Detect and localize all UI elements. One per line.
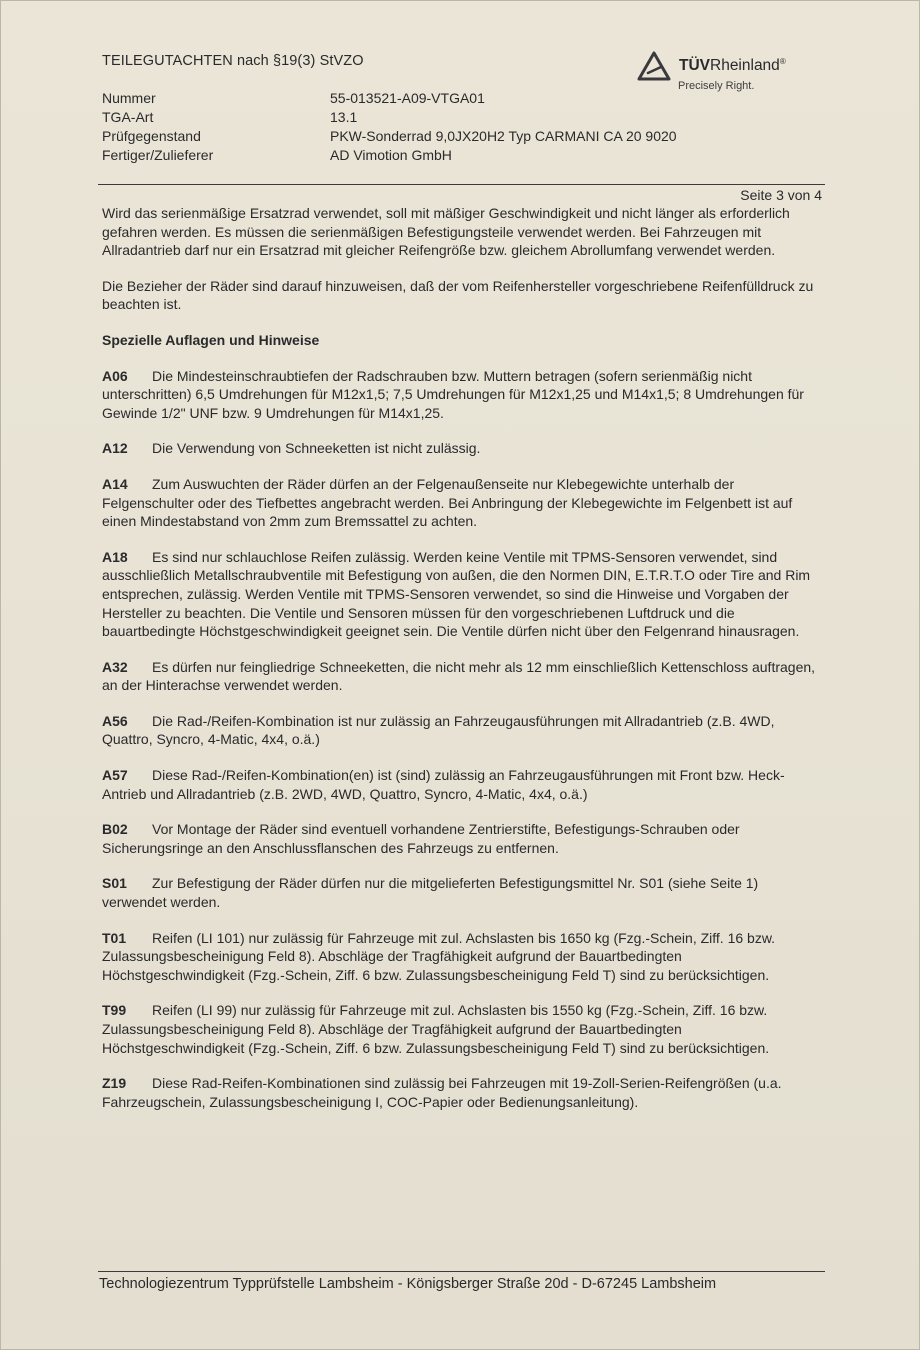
note-code: T01: [102, 929, 127, 946]
note-paragraph: [102, 874, 826, 911]
meta-value: 13.1: [330, 109, 358, 125]
logo-tagline: Precisely Right.: [678, 80, 755, 92]
logo-registered-mark: ®: [779, 57, 786, 66]
note-code: A57: [102, 767, 128, 784]
document-title: TEILEGUTACHTEN nach §19(3) StVZO: [102, 53, 364, 69]
note-code: Z19: [102, 1075, 127, 1092]
document-body: [102, 204, 826, 1128]
meta-label: TGA-Art: [102, 109, 154, 125]
note-code: A56: [102, 712, 128, 729]
meta-row: [102, 127, 677, 146]
note-text: Diese Rad-/Reifen-Kombination(en) ist (sind) zulässig an Fahrzeugausführungen mit Front bzw. Heck-Antrieb und Allradantrieb (z.B. 2WD, 4WD, Quattro, Syncro, 4-Matic, 4x4, o.ä.): [102, 767, 785, 802]
note-text: Es sind nur schlauchlose Reifen zulässig. Werden keine Ventile mit TPMS-Sensoren verwendet, sind ausschließlich Metallschraubventile mit Befestigung von außen, die den Normen DIN, E.T.R.T.O oder Tire and Rim entsprechen, zulässig. Werden Ventile mit TPMS-Sensoren verwendet, so sind die Hinweise und Vorgaben der Hersteller zu beachten. Die Ventile und Sensoren müssen für den vorgeschriebenen Luftdruck und die bauartbedingte Höchstgeschwindigkeit geeignet sein. Die Ventile dürfen nicht über den Felgenrand hinausragen.: [102, 548, 811, 640]
note-paragraph: [102, 1074, 826, 1111]
note-code: B02: [102, 821, 128, 838]
note-code: T99: [102, 1002, 127, 1019]
note-paragraph: [102, 712, 826, 749]
note-text: Vor Montage der Räder sind eventuell vorhandene Zentrierstifte, Befestigungs-Schrauben oder Sicherungsringe an den Anschlussflanschen des Fahrzeugs zu entfernen.: [102, 821, 740, 856]
note-code: A18: [102, 548, 128, 565]
note-paragraph: [102, 439, 826, 458]
footer-divider: [98, 1271, 825, 1272]
note-code: A12: [102, 440, 128, 457]
meta-label: Prüfgegenstand: [102, 128, 201, 144]
meta-value: PKW-Sonderrad 9,0JX20H2 Typ CARMANI CA 20 9020: [330, 128, 677, 144]
note-code: A32: [102, 658, 128, 675]
note-text: Die Verwendung von Schneeketten ist nicht zulässig.: [152, 440, 481, 457]
note-text: Zur Befestigung der Räder dürfen nur die mitgelieferten Befestigungsmittel Nr. S01 (siehe Seite 1) verwendet werden.: [102, 875, 759, 911]
note-paragraph: [102, 1001, 826, 1057]
note-paragraph: [102, 475, 826, 531]
meta-value: AD Vimotion GmbH: [330, 147, 452, 163]
meta-label: Fertiger/Zulieferer: [102, 147, 214, 163]
note-paragraph: [102, 367, 826, 423]
note-paragraph: [102, 929, 826, 985]
note-paragraph: [102, 548, 826, 641]
note-code: A06: [102, 367, 128, 384]
intro-paragraph: Wird das serienmäßige Ersatzrad verwendet, soll mit mäßiger Geschwindigkeit und nicht länger als erforderlich gefahren werden. Es müssen die serienmäßigen Befestigungsteile verwendet werden. Bei Fahrzeugen mit Allradantrieb darf nur ein Ersatzrad mit gleicher Reifengröße bzw. gleichem Abrollumfang verwendet werden.: [102, 205, 790, 259]
meta-row: [102, 108, 677, 127]
note-code: A14: [102, 475, 128, 492]
note-paragraph: [102, 820, 826, 857]
note-text: Reifen (LI 99) nur zulässig für Fahrzeuge mit zul. Achslasten bis 1550 kg (Fzg.-Schein, Ziff. 16 bzw. Zulassungsbescheinigung Feld 8). Abschläge der Tragfähigkeit aufgrund der Bauartbedingten Höchstgeschwindigkeit (Fzg.-Schein, Ziff. 6 bzw. Zulassungsbescheinigung Feld T) sind zu berücksichtigen.: [102, 1002, 770, 1056]
note-text: Die Mindesteinschraubtiefen der Radschrauben bzw. Muttern betragen (sofern serienmäßig nicht unterschritten) 6,5 Umdrehungen für M12x1,5; 7,5 Umdrehungen für M12x1,25 und M14x1,5; 8 Umdrehungen für Gewinde 1/2" UNF bzw. 9 Umdrehungen für M14x1,25.: [102, 367, 804, 421]
note-text: Es dürfen nur feingliedrige Schneeketten, die nicht mehr als 12 mm einschließlich Kettenschloss auftragen, an der Hinterachse verwendet werden.: [102, 658, 816, 694]
note-text: Die Rad-/Reifen-Kombination ist nur zulässig an Fahrzeugausführungen mit Allradantrieb (z.B. 4WD, Quattro, Syncro, 4-Matic, 4x4, o.ä.): [102, 712, 775, 748]
logo-brand-rest: Rheinland: [710, 57, 780, 75]
note-paragraph: [102, 766, 826, 803]
header-divider: [98, 184, 825, 185]
section-heading: Spezielle Auflagen und Hinweise: [102, 331, 320, 348]
footer-address: Technologiezentrum Typprüfstelle Lambsheim - Königsberger Straße 20d - D-67245 Lambsheim: [99, 1276, 717, 1292]
meta-row: [102, 146, 677, 165]
intro-paragraph: Die Bezieher der Räder sind darauf hinzuweisen, daß der vom Reifenhersteller vorgeschriebene Reifenfülldruck zu beachten ist.: [102, 277, 814, 313]
note-code: S01: [102, 875, 127, 892]
note-text: Diese Rad-Reifen-Kombinationen sind zulässig bei Fahrzeugen mit 19-Zoll-Serien-Reifengrößen (u.a. Fahrzeugschein, Zulassungsbescheinigung I, COC-Papier oder Bedienungsanleitung).: [102, 1075, 782, 1110]
meta-value: 55-013521-A09-VTGA01: [330, 90, 485, 106]
note-paragraph: [102, 658, 826, 695]
logo-brand-bold: TÜV: [679, 57, 710, 75]
logo-brand: [679, 57, 786, 75]
tuv-triangle-icon: [637, 51, 671, 81]
page-number: Seite 3 von 4: [740, 187, 822, 203]
meta-row: [102, 89, 677, 108]
note-text: Reifen (LI 101) nur zulässig für Fahrzeuge mit zul. Achslasten bis 1650 kg (Fzg.-Schein, Ziff. 16 bzw. Zulassungsbescheinigung Feld 8). Abschläge der Tragfähigkeit aufgrund der Bauartbedingten Höchstgeschwindigkeit (Fzg.-Schein, Ziff. 6 bzw. Zulassungsbescheinigung Feld T) sind zu berücksichtigen.: [102, 929, 776, 983]
meta-label: Nummer: [102, 90, 156, 106]
note-text: Zum Auswuchten der Räder dürfen an der Felgenaußenseite nur Klebegewichte unterhalb der Felgenschulter oder des Tiefbettes angebracht werden. Bei Anbringung der Klebegewichte im Felgenbett ist auf einen Mindestabstand von 2mm zum Bremssattel zu achten.: [102, 475, 793, 530]
document-metadata: [102, 89, 677, 165]
